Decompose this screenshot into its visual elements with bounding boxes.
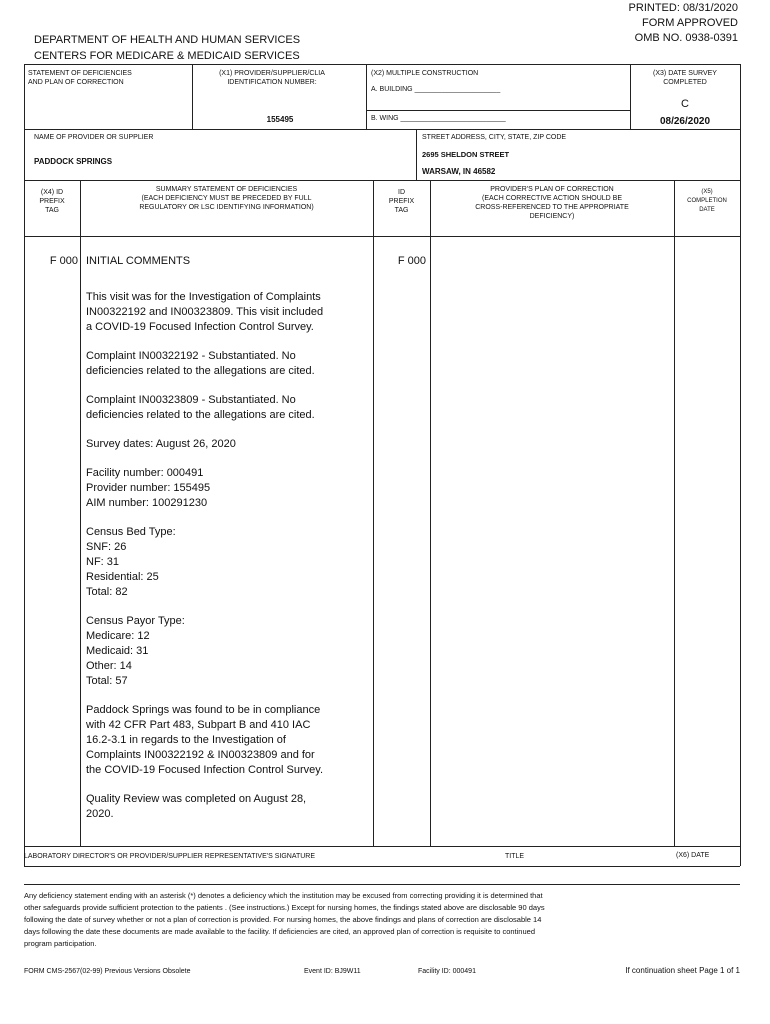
printed-date: PRINTED: 08/31/2020 xyxy=(628,2,738,14)
plan-header: PROVIDER'S PLAN OF CORRECTION (EACH CORRECTIVE ACTION SHOULD BE CROSS-REFERENCED TO THE APPROPRIATE DEFICIENCY) xyxy=(475,186,629,220)
paragraph-6: Census Bed Type: SNF: 26 NF: 31 Residential: 25 Total: 82 xyxy=(86,526,176,598)
paragraph-5: Facility number: 000491 Provider number: 155495 AIM number: 100291230 xyxy=(86,467,211,509)
city-state-zip: WARSAW, IN 46582 xyxy=(422,167,496,176)
facility-id: Facility ID: 000491 xyxy=(418,968,476,975)
date-survey-label: (X3) DATE SURVEY COMPLETED xyxy=(653,70,717,86)
x5-header: (X5) COMPLETION DATE xyxy=(687,189,727,213)
body-text xyxy=(86,290,371,822)
paragraph-4: Survey dates: August 26, 2020 xyxy=(86,438,236,450)
street-address: 2695 SHELDON STREET xyxy=(422,150,510,159)
form-number: FORM CMS-2567(02-99) Previous Versions Obsolete xyxy=(24,968,191,975)
street-address-label: STREET ADDRESS, CITY, STATE, ZIP CODE xyxy=(422,134,567,141)
event-id: Event ID: BJ9W11 xyxy=(304,968,361,975)
provider-id-number: 155495 xyxy=(266,115,294,124)
form-approved: FORM APPROVED xyxy=(642,17,738,29)
centers-name: CENTERS FOR MEDICARE & MEDICAID SERVICES xyxy=(34,50,300,62)
date-label: (X6) DATE xyxy=(676,852,710,859)
survey-code: C xyxy=(681,98,689,110)
summary-header: SUMMARY STATEMENT OF DEFICIENCIES (EACH DEFICIENCY MUST BE PRECEDED BY FULL REGULATORY OR LSC IDENTIFYING INFORMATION) xyxy=(139,186,314,211)
disclaimer: Any deficiency statement ending with an asterisk (*) denotes a deficiency which the institution may be excused from correcting providing it is determined that other safeguards provide sufficient protection to the patients . (See instructions.) Except for nursing homes, the findings stated above are disclosable 90 days following the date of survey whether or not a plan of correction is provided. For nursing homes, the above findings and plans of correction are disclosable 14 days following the date these documents are made available to the facility. If deficiencies are cited, an approved plan of correction is requisite to continued program participation. xyxy=(24,891,545,948)
paragraph-3: Complaint IN00323809 - Substantiated. No deficiencies related to the allegations are cited. xyxy=(86,394,315,421)
x1-label: (X1) PROVIDER/SUPPLIER/CLIA IDENTIFICATION NUMBER: xyxy=(219,70,325,86)
paragraph-2: Complaint IN00322192 - Substantiated. No deficiencies related to the allegations are cited. xyxy=(86,350,315,377)
paragraph-9: Quality Review was completed on August 28, 2020. xyxy=(86,793,307,820)
department-name: DEPARTMENT OF HEALTH AND HUMAN SERVICES xyxy=(34,34,301,46)
prefix-tag-left: F 000 xyxy=(49,255,78,267)
signature-label: LABORATORY DIRECTOR'S OR PROVIDER/SUPPLIER REPRESENTATIVE'S SIGNATURE xyxy=(24,853,316,860)
title-label: TITLE xyxy=(505,853,525,860)
statement-label: STATEMENT OF DEFICIENCIES AND PLAN OF CORRECTION xyxy=(28,70,132,86)
provider-name: PADDOCK SPRINGS xyxy=(34,157,113,166)
provider-name-label: NAME OF PROVIDER OR SUPPLIER xyxy=(34,134,154,141)
wing-label: B. WING ___________________________ xyxy=(371,115,506,122)
section-heading: INITIAL COMMENTS xyxy=(86,255,191,267)
id-header: ID PREFIX TAG xyxy=(388,189,415,214)
survey-completed-date: 08/26/2020 xyxy=(659,116,711,127)
omb-number: OMB NO. 0938-0391 xyxy=(634,32,738,44)
prefix-tag-right: F 000 xyxy=(397,255,426,267)
x4-header: (X4) ID PREFIX TAG xyxy=(39,189,65,214)
paragraph-1: This visit was for the Investigation of Complaints IN00322192 and IN00323809. This visit included a COVID-19 Focused Infection Control Survey. xyxy=(86,291,324,333)
multiple-construction-label: (X2) MULTIPLE CONSTRUCTION xyxy=(371,70,479,77)
paragraph-8: Paddock Springs was found to be in compliance with 42 CFR Part 483, Subpart B and 410 IAC 16.2-3.1 in regards to the Investigation of Complaints IN00322192 & IN00323809 and for the COVID-19 Focused Infection Control Survey. xyxy=(86,704,324,776)
page-number: If continuation sheet Page 1 of 1 xyxy=(625,966,740,975)
paragraph-7: Census Payor Type: Medicare: 12 Medicaid: 31 Other: 14 Total: 57 xyxy=(86,615,185,687)
building-label: A. BUILDING ______________________ xyxy=(371,86,501,93)
